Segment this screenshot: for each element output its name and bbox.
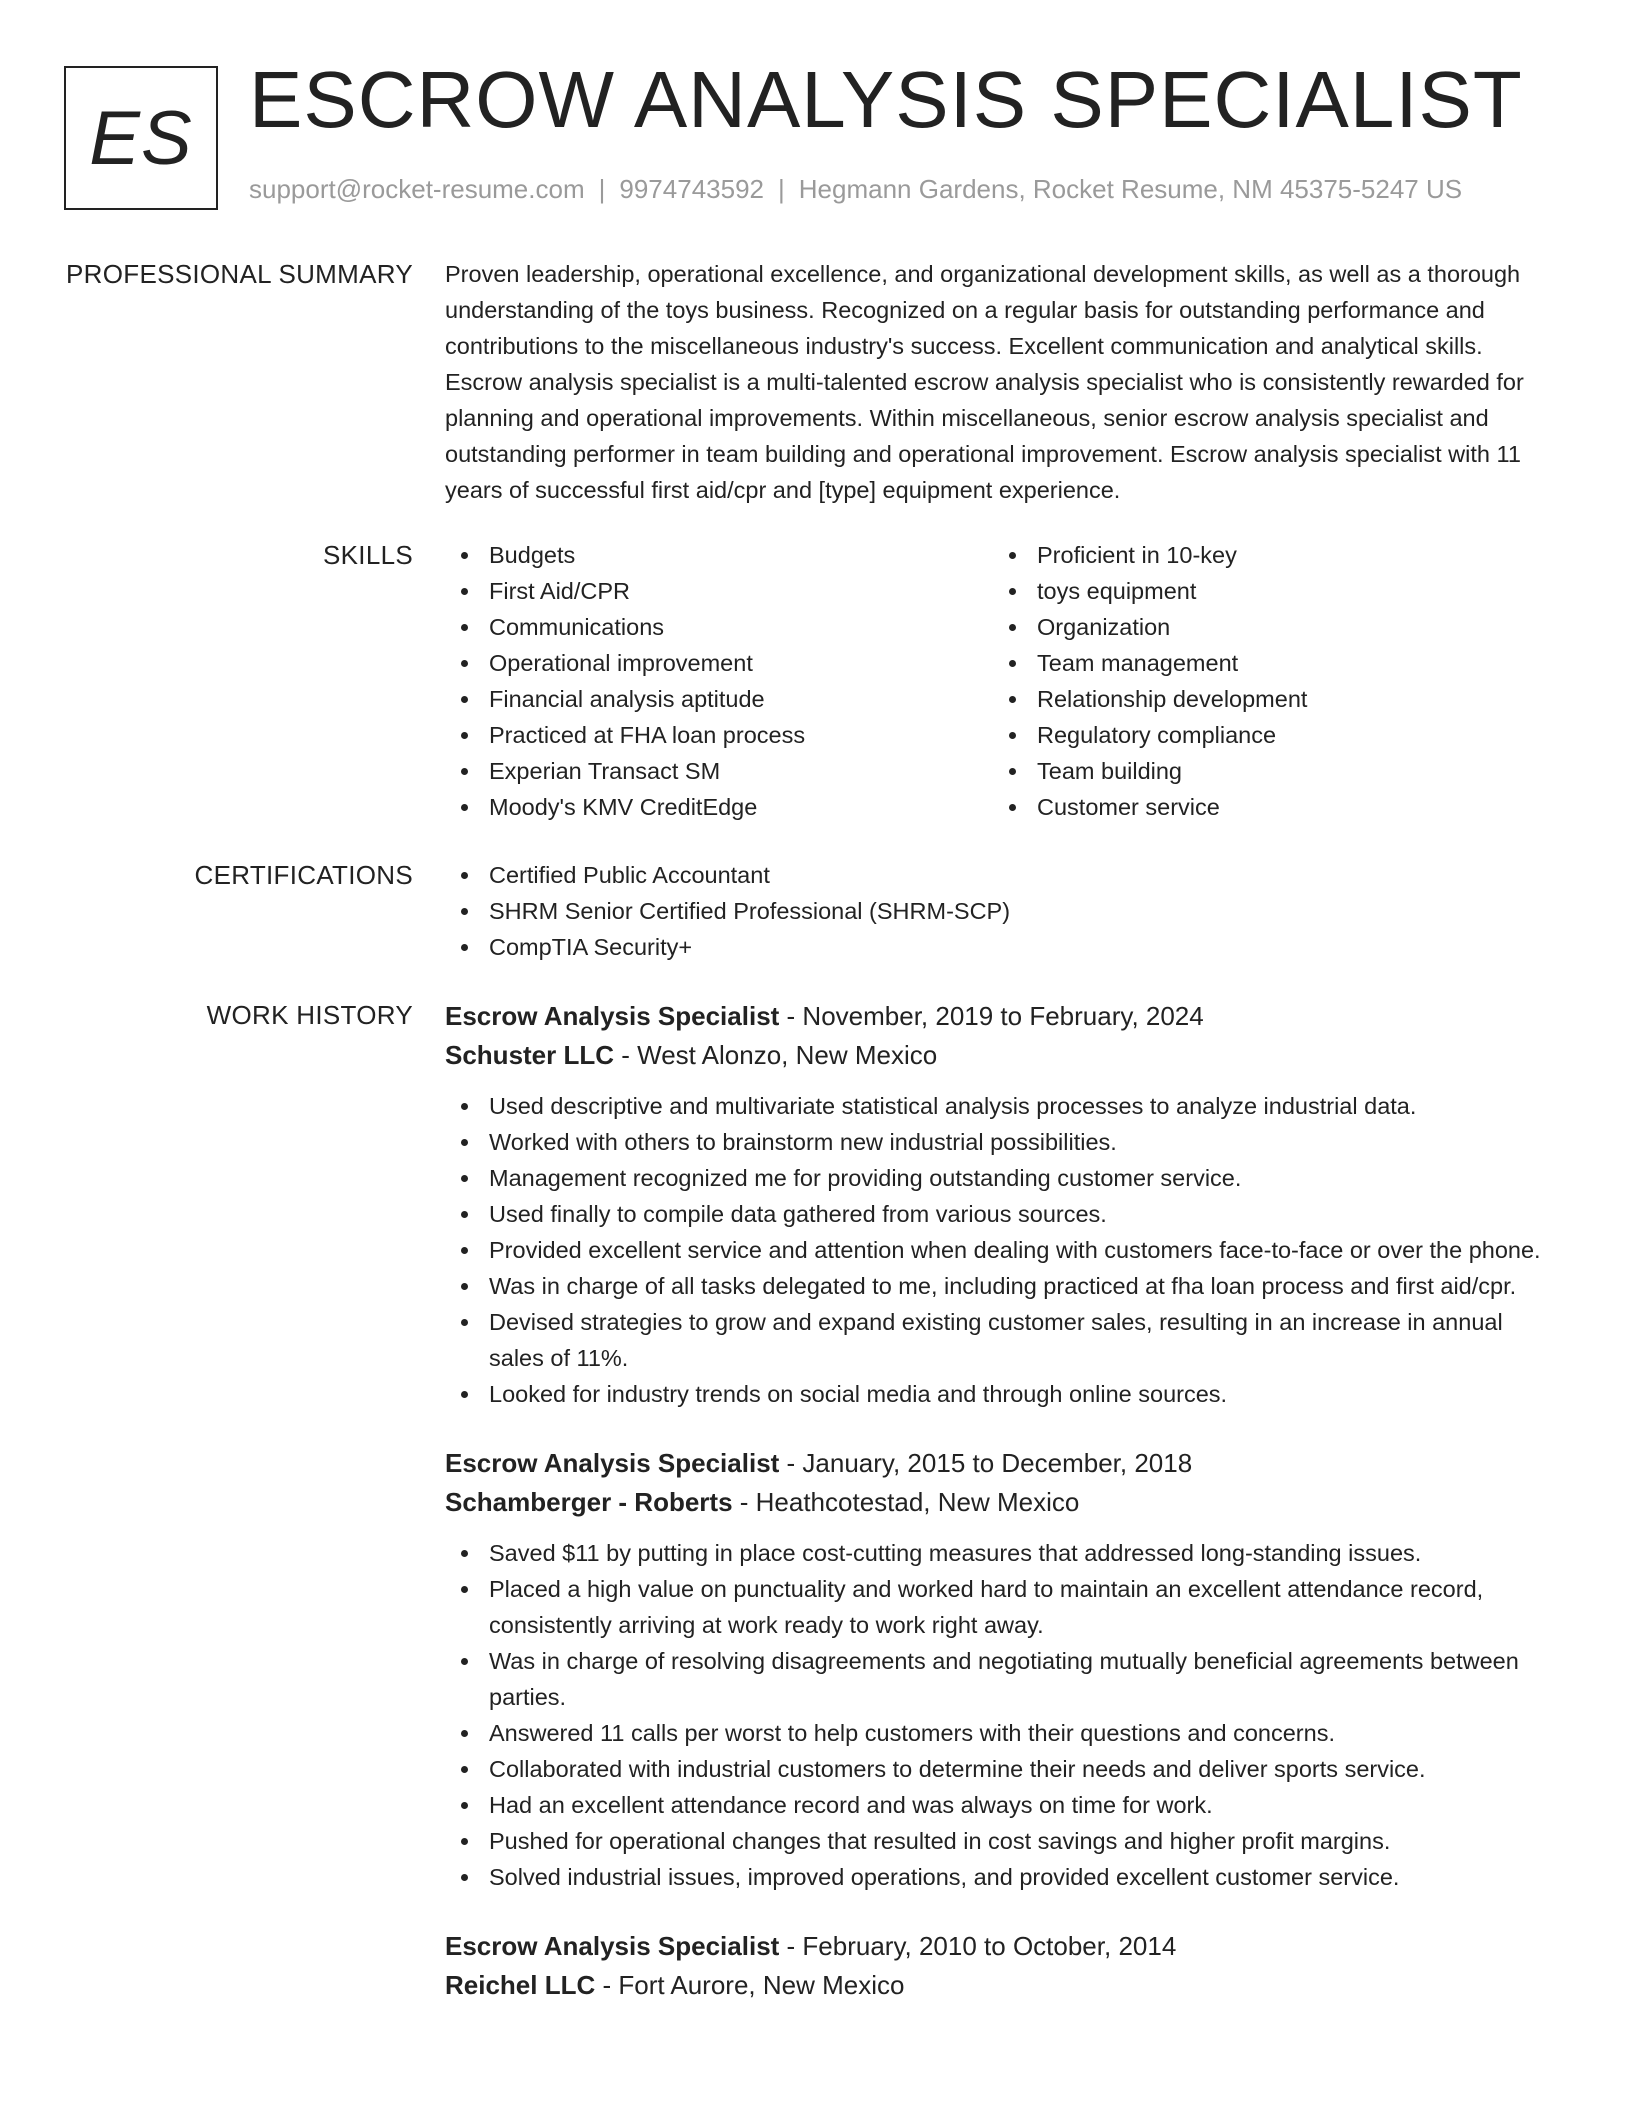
skill-item: Organization	[993, 609, 1541, 645]
section-label-work-history: WORK HISTORY	[206, 1000, 413, 1030]
certification-item: CompTIA Security+	[445, 929, 1555, 965]
job-bullets	[445, 1088, 1555, 1412]
work-history-body	[445, 997, 1555, 2005]
job-dates: - February, 2010 to October, 2014	[779, 1931, 1177, 1961]
skill-item: toys equipment	[993, 573, 1541, 609]
job-bullet: Was in charge of resolving disagreements and negotiating mutually beneficial agreements between parties.	[445, 1643, 1555, 1715]
job-location: - West Alonzo, New Mexico	[614, 1040, 938, 1070]
job-company-line	[445, 1036, 1555, 1075]
monogram-logo: ES	[64, 66, 218, 210]
contact-email[interactable]: support@rocket-resume.com	[249, 174, 585, 204]
job-company: Reichel LLC	[445, 1970, 596, 2000]
contact-line	[249, 174, 1462, 205]
job-title: Escrow Analysis Specialist	[445, 1001, 780, 1031]
skill-item: Relationship development	[993, 681, 1541, 717]
job-title-line	[445, 1444, 1555, 1483]
job-bullet: Devised strategies to grow and expand existing customer sales, resulting in an increase in annual sales of 11%.	[445, 1304, 1555, 1376]
job-bullet: Had an excellent attendance record and was always on time for work.	[445, 1787, 1555, 1823]
job-bullet: Looked for industry trends on social media and through online sources.	[445, 1376, 1555, 1412]
skill-item: Team management	[993, 645, 1541, 681]
skills-columns	[445, 537, 1555, 825]
job-title: Escrow Analysis Specialist	[445, 1931, 780, 1961]
job-entry	[445, 1927, 1555, 2005]
job-company: Schamberger - Roberts	[445, 1487, 733, 1517]
job-location: - Heathcotestad, New Mexico	[732, 1487, 1080, 1517]
job-company-line	[445, 1966, 1555, 2005]
contact-separator: |	[778, 174, 785, 204]
job-entry	[445, 1444, 1555, 1895]
job-bullet: Used finally to compile data gathered from various sources.	[445, 1196, 1555, 1232]
skill-item: Experian Transact SM	[445, 753, 993, 789]
section-label-certifications: CERTIFICATIONS	[194, 860, 413, 890]
job-bullet: Pushed for operational changes that resulted in cost savings and higher profit margins.	[445, 1823, 1555, 1859]
contact-separator: |	[598, 174, 606, 204]
job-location: - Fort Aurore, New Mexico	[595, 1970, 905, 2000]
job-bullets	[445, 1535, 1555, 1895]
job-bullet: Management recognized me for providing outstanding customer service.	[445, 1160, 1555, 1196]
job-bullet: Collaborated with industrial customers to determine their needs and deliver sports service.	[445, 1751, 1555, 1787]
job-bullet: Placed a high value on punctuality and worked hard to maintain an excellent attendance record, consistently arriving at work ready to work right away.	[445, 1571, 1555, 1643]
skill-item: Budgets	[445, 537, 993, 573]
skill-item: First Aid/CPR	[445, 573, 993, 609]
job-bullet: Saved $11 by putting in place cost-cutting measures that addressed long-standing issues.	[445, 1535, 1555, 1571]
summary-text: Proven leadership, operational excellence, and organizational development skills, as well as a thorough understanding of the toys business. Recognized on a regular basis for outstanding performance and contributions to the miscellaneous industry's success. Excellent communication and analytical skills. Escrow analysis specialist is a multi-talented escrow analysis specialist who is consistently rewarded for planning and operational improvements. Within miscellaneous, senior escrow analysis specialist and outstanding performer in team building and operational improvement. Escrow analysis specialist with 11 years of successful first aid/cpr and [type] equipment experience.	[445, 261, 1524, 503]
skill-item: Team building	[993, 753, 1541, 789]
job-dates: - January, 2015 to December, 2018	[779, 1448, 1193, 1478]
job-bullet: Answered 11 calls per worst to help customers with their questions and concerns.	[445, 1715, 1555, 1751]
certifications-list	[445, 857, 1555, 965]
job-bullet: Was in charge of all tasks delegated to me, including practiced at fha loan process and first aid/cpr.	[445, 1268, 1555, 1304]
skill-item: Moody's KMV CreditEdge	[445, 789, 993, 825]
skill-item: Regulatory compliance	[993, 717, 1541, 753]
job-bullet: Solved industrial issues, improved operations, and provided excellent customer service.	[445, 1859, 1555, 1895]
job-entry	[445, 997, 1555, 1412]
job-title-line	[445, 997, 1555, 1036]
job-company: Schuster LLC	[445, 1040, 615, 1070]
certification-item: Certified Public Accountant	[445, 857, 1555, 893]
page-title: ESCROW ANALYSIS SPECIALIST	[249, 55, 1523, 144]
job-dates: - November, 2019 to February, 2024	[779, 1001, 1204, 1031]
skill-item: Practiced at FHA loan process	[445, 717, 993, 753]
contact-address: Hegmann Gardens, Rocket Resume, NM 45375-5247 US	[798, 174, 1463, 204]
job-title-line	[445, 1927, 1555, 1966]
job-bullet: Provided excellent service and attention when dealing with customers face-to-face or over the phone.	[445, 1232, 1555, 1268]
contact-phone[interactable]: 9974743592	[619, 174, 764, 204]
certification-item: SHRM Senior Certified Professional (SHRM-SCP)	[445, 893, 1555, 929]
skills-list-left	[445, 537, 993, 825]
skill-item: Proficient in 10-key	[993, 537, 1541, 573]
job-title: Escrow Analysis Specialist	[445, 1448, 780, 1478]
skill-item: Communications	[445, 609, 993, 645]
job-company-line	[445, 1483, 1555, 1522]
skill-item: Operational improvement	[445, 645, 993, 681]
job-bullet: Worked with others to brainstorm new industrial possibilities.	[445, 1124, 1555, 1160]
section-label-skills: SKILLS	[323, 540, 413, 570]
skill-item: Financial analysis aptitude	[445, 681, 993, 717]
job-bullet: Used descriptive and multivariate statistical analysis processes to analyze industrial data.	[445, 1088, 1555, 1124]
skills-list-right	[993, 537, 1541, 825]
skill-item: Customer service	[993, 789, 1541, 825]
section-label-summary: PROFESSIONAL SUMMARY	[66, 259, 413, 289]
